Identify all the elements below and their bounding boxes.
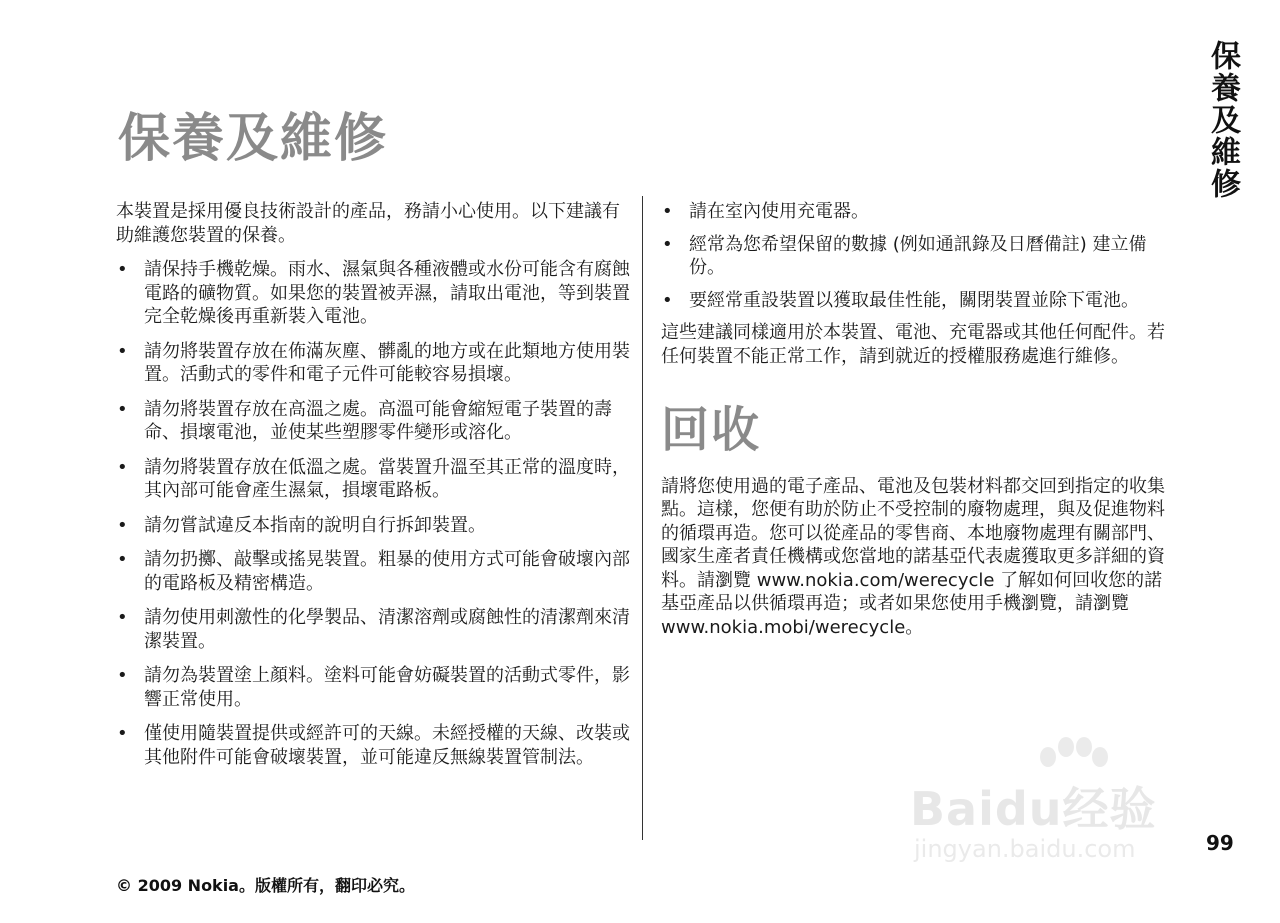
list-item-text: 要經常重設裝置以獲取最佳性能，關閉裝置並除下電池。 <box>689 289 1139 311</box>
list-item <box>661 233 1177 280</box>
list-item-text: 請保持手機乾燥。雨水、濕氣與各種液體或水份可能含有腐蝕電路的礦物質。如果您的裝置被弄濕，請取出電池，等到裝置完全乾燥後再重新裝入電池。 <box>144 259 630 327</box>
list-item-text: 經常為您希望保留的數據 (例如通訊錄及日曆備註) 建立備份。 <box>689 233 1147 278</box>
bullet-icon: • <box>117 456 128 478</box>
applicability-note: 這些建議同樣適用於本裝置、電池、充電器或其他任何配件。若任何裝置不能正常工作，請到就近的授權服務處進行維修。 <box>661 322 1165 367</box>
list-item-text: 請勿使用刺激性的化學製品、清潔溶劑或腐蝕性的清潔劑來清潔裝置。 <box>144 607 630 652</box>
list-item <box>116 456 632 503</box>
bullet-icon: • <box>117 514 128 536</box>
list-item-text: 請在室內使用充電器。 <box>689 201 869 222</box>
list-item-text: 僅使用隨裝置提供或經許可的天線。未經授權的天線、改裝或其他附件可能會破壞裝置，並可能違反無線裝置管制法。 <box>144 723 630 768</box>
list-item-text: 請勿將裝置存放在高溫之處。高溫可能會縮短電子裝置的壽命、損壞電池，並使某些塑膠零件變形或溶化。 <box>144 398 612 443</box>
watermark-url: jingyan.baidu.com <box>914 835 1136 863</box>
page-title: 保養及維修 <box>118 109 389 169</box>
watermark <box>910 735 1190 870</box>
recycle-section-title: 回收 <box>661 402 762 458</box>
list-item <box>116 722 632 769</box>
bullet-icon: • <box>117 340 128 362</box>
copyright-notice: © 2009 Nokia。版權所有，翻印必究。 <box>116 876 415 895</box>
bullet-icon: • <box>662 233 673 255</box>
watermark-logo: Baidu经验 <box>910 782 1157 836</box>
list-item <box>661 200 1177 224</box>
left-column <box>116 200 632 780</box>
bullet-icon: • <box>117 398 128 420</box>
list-item-text: 請勿將裝置存放在佈滿灰塵、髒亂的地方或在此類地方使用裝置。活動式的零件和電子元件可能較容易損壞。 <box>144 340 630 385</box>
list-item-text: 請勿將裝置存放在低溫之處。當裝置升溫至其正常的溫度時，其內部可能會產生濕氣，損壞電路板。 <box>144 456 630 501</box>
list-item <box>661 289 1177 313</box>
list-item <box>116 398 632 445</box>
list-item <box>116 340 632 387</box>
list-item-text: 請勿嘗試違反本指南的說明自行拆卸裝置。 <box>144 514 486 536</box>
right-column <box>661 200 1177 639</box>
bullet-icon: • <box>117 607 128 628</box>
intro-paragraph: 本裝置是採用優良技術設計的產品，務請小心使用。以下建議有助維護您裝置的保養。 <box>116 201 620 246</box>
list-item <box>116 606 632 653</box>
care-tips-list <box>116 258 632 769</box>
recycle-paragraph: 請將您使用過的電子產品、電池及包裝材料都交回到指定的收集點。這樣，您便有助於防止不受控制的廢物處理，與及促進物料的循環再造。您可以從產品的零售商、本地廢物處理有關部門、國家生產者責任機構或您當地的諾基亞代表處獲取更多詳細的資料。請瀏覽 www.nokia.com/werecycle 了解如何回收您的諾基亞產品以供循環再造；或者如果您使用手機瀏覽，請瀏覽 www.nokia.mobi/werecycle。 <box>661 475 1165 638</box>
list-item <box>116 664 632 711</box>
side-section-heading: 保養及維修 <box>1205 40 1240 200</box>
list-item-text: 請勿為裝置塗上顏料。塗料可能會妨礙裝置的活動式零件，影響正常使用。 <box>144 665 630 710</box>
bullet-icon: • <box>662 289 673 311</box>
list-item <box>116 514 632 538</box>
list-item-text: 請勿扔擲、敲擊或搖晃裝置。粗暴的使用方式可能會破壞內部的電路板及精密構造。 <box>144 549 630 594</box>
bullet-icon: • <box>662 201 673 222</box>
list-item <box>116 548 632 595</box>
page-number: 99 <box>1206 831 1234 855</box>
bullet-icon: • <box>117 665 128 686</box>
bullet-icon: • <box>117 259 128 280</box>
charger-tips-list <box>661 200 1177 312</box>
list-item <box>116 258 632 329</box>
bullet-icon: • <box>117 549 128 570</box>
bullet-icon: • <box>117 723 128 744</box>
column-divider <box>642 196 643 840</box>
